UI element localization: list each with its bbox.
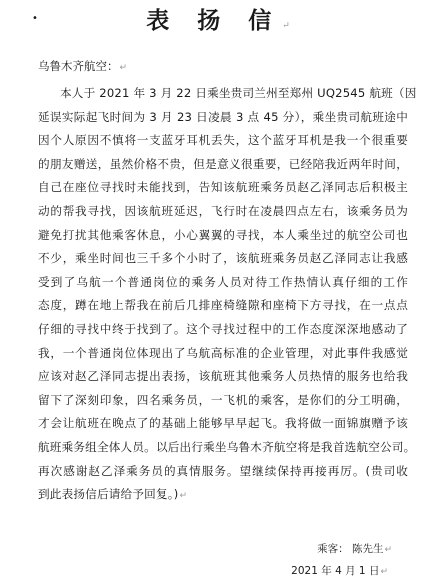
letter-date (291, 563, 388, 580)
bullet-marker: • (32, 13, 38, 24)
body-line: 航班乘务组全体人员。以后出行乘坐乌鲁木齐航空将是我首选航空公司。 (38, 439, 416, 454)
body-line: 动的帮我寻找，因该航班延迟，飞行时在凌晨四点左右，该乘务员为 (38, 203, 408, 218)
body-line: 因个人原因不慎将一支蓝牙耳机丢失，这个蓝牙耳机是我一个很重要 (38, 133, 408, 148)
letter-body (38, 82, 417, 507)
paragraph-mark-icon: ↵ (119, 63, 128, 73)
body-line: 才会让航班在晚点了的基础上能够早早起飞。我将做一面锦旗赠予该 (38, 416, 408, 431)
signature-text: 乘客： 陈先生 (317, 543, 384, 555)
body-line-text: 到此表扬信后请给予回复。) (38, 487, 179, 502)
date-text: 2021 年 4 月 1 日 (291, 565, 380, 577)
body-line: 受到了乌航一个普通岗位的乘务人员对待工作热情认真仔细的工作 (38, 274, 408, 289)
salutation (38, 58, 127, 76)
paragraph-mark-icon: ↵ (380, 567, 388, 577)
body-line-last (38, 483, 408, 507)
body-line: 本人于 2021 年 3 月 22 日乘坐贵司兰州至郑州 UQ2545 航班（因 (60, 86, 417, 100)
signature (317, 541, 392, 558)
body-line: 的朋友赠送，虽然价格不贵，但是意义很重要，已经陪我近两年时间， (38, 156, 408, 171)
body-line: 再次感谢赵乙泽乘务员的真情服务。望继续保持再接再厉。(贵司收 (38, 463, 408, 478)
title-text: 表 扬 信 (146, 7, 282, 34)
paragraph-mark-icon: ↵ (179, 491, 187, 502)
body-line: 自己在座位寻找时未能找到，告知该航班乘务员赵乙泽同志后积极主 (38, 180, 408, 195)
body-line: 延误实际起飞时间为 3 月 23 日凌晨 3 点 45 分），乘坐贵司航班途中 (38, 109, 408, 124)
body-line: 留下了深刻印象，四名乘务员，一飞机的乘客，是你们的分工明确， (38, 392, 408, 407)
body-line: 不少，乘坐时间也三千多个小时了，该航班乘务员赵乙泽同志让我感 (38, 251, 408, 266)
paragraph-mark-icon: ↵ (282, 21, 290, 31)
body-line: 应该对赵乙泽同志提出表扬，该航班其他乘务人员热情的服务也给我 (38, 369, 408, 384)
salutation-text: 乌鲁木齐航空： (38, 59, 119, 73)
body-line: 仔细的寻找中终于找到了。这个寻找过程中的工作态度深深地感动了 (38, 321, 408, 336)
letter-title (0, 6, 436, 41)
body-line: 避免打扰其他乘客休息，小心翼翼的寻找，本人乘坐过的航空公司也 (38, 227, 408, 242)
body-line: 我，一个普通岗位体现出了乌航高标准的企业管理，对此事件我感觉 (38, 345, 408, 360)
body-line: 态度，蹲在地上帮我在前后几排座椅缝隙和座椅下方寻找，在一点点 (38, 298, 408, 313)
paragraph-mark-icon: ↵ (384, 545, 392, 555)
